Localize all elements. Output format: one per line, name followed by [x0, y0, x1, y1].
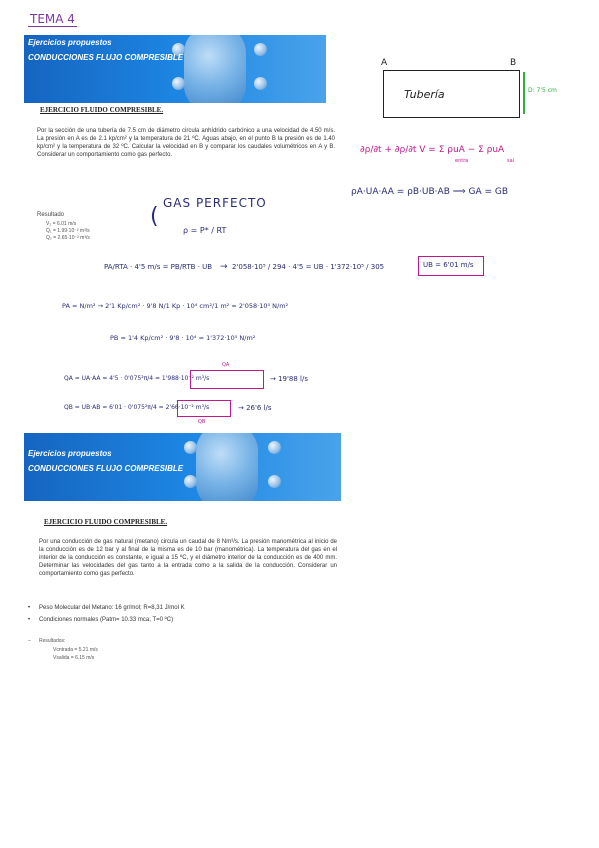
- banner-subtitle: CONDUCCIONES FLUJO COMPRESIBLE: [28, 464, 184, 473]
- exercise-heading: EJERCICIO FLUIDO COMPRESIBLE.: [44, 518, 168, 526]
- velocity-ratio-eq: PA/RTA · 4'5 m/s = PB/RTB · UB: [104, 263, 213, 271]
- bolt-icon: [172, 77, 185, 90]
- velocity-result: UB = 6'01 m/s: [423, 261, 474, 269]
- qa-litres: → 19'88 l/s: [270, 375, 309, 383]
- bullet-icon: –: [28, 638, 31, 644]
- banner-title: Ejercicios propuestos: [28, 38, 112, 47]
- banner-1: [24, 35, 326, 103]
- bolt-icon: [268, 441, 281, 454]
- pressure-a-line: PA = N/m² → 2'1 Kp/cm² · 9'8 N/1 Kp · 10⁴ cm²/1 m² = 2'058·10⁵ N/m²: [62, 302, 289, 310]
- qa-tag: QA: [222, 362, 230, 368]
- continuity-equation: ∂ρ/∂t + ∂ρ/∂t V = Σ ρuA − Σ ρuA: [360, 145, 505, 155]
- bolt-icon: [268, 475, 281, 488]
- exercise-statement: Por una conducción de gas natural (metano) circula un caudal de 8 Nm³/s. La presión manométrica al inicio de la conducción es de 12 bar y al final de la misma es de 10 bar (manométrica). La temperatura del gas en el interior de la conducción es constante, e igual a 15 ºC, y el diámetro interior de la conducción es de 400 mm. Determinar las velocidades del gas tanto a la entrada como a la salida de la conducción. Considerar un comportamiento como gas perfecto.: [39, 539, 337, 577]
- velocity-numeric-eq: 2'058·10⁵ / 294 · 4'5 = UB · 1'372·10⁵ / 305: [232, 263, 385, 271]
- page-tag: TEMA 4: [30, 12, 75, 26]
- diameter-marker: [523, 72, 525, 114]
- result-title: Resultado: [37, 212, 65, 218]
- sum-subscript: sal: [507, 158, 515, 164]
- bullet-text: Condiciones normales (Patm= 10.33 mca; T=0 ºC): [39, 617, 174, 623]
- pipe-illustration: [196, 433, 258, 501]
- bolt-icon: [184, 475, 197, 488]
- bolt-icon: [254, 43, 267, 56]
- result-title: Resultados:: [39, 638, 66, 644]
- qb-line: QB = UB·AB = 6'01 · 0'075²π/4 = 2'66·10⁻² m³/s: [64, 404, 210, 411]
- sum-subscript: entra: [455, 158, 469, 164]
- result-line: Q₂ = 2.65·10⁻² m³/s: [46, 235, 90, 241]
- pressure-b-line: PB = 1'4 Kp/cm² · 9'8 · 10⁴ = 1'372·10⁵ N/m²: [110, 334, 256, 342]
- gas-perfect-title: GAS PERFECTO: [163, 196, 267, 210]
- exercise-heading: EJERCICIO FLUIDO COMPRESIBLE.: [40, 106, 164, 114]
- bolt-icon: [254, 77, 267, 90]
- bolt-icon: [184, 441, 197, 454]
- pipe-illustration: [184, 35, 246, 103]
- bullet-icon: •: [28, 617, 31, 623]
- point-a-label: A: [381, 58, 388, 68]
- qb-tag: QB: [198, 419, 206, 425]
- exercise-statement: Por la sección de una tubería de 7.5 cm de diámetro circula anhídrido carbónico a una velocidad de 4.50 m/s. La presión en A es de 2.1 kp/cm² y la temperatura de 21 ºC. Aguas abajo, en el punto B la presión es de 1.40 kp/cm² y la temperatura de 32 ºC. Calcular la velocidad en B y comparar los caudales volumétricos en A y B. Considerar un comportamiento como gas perfecto.: [37, 128, 335, 158]
- banner-2: [24, 433, 341, 501]
- diameter-label: D: 7'5 cm: [528, 87, 557, 94]
- density-formula: ρ = P* / RT: [183, 226, 227, 235]
- result-line: Q₁ = 1.99·10⁻² m³/s: [46, 228, 90, 234]
- mass-balance: ρA·UA·AA = ρB·UB·AB ⟹ GA = GB: [351, 187, 509, 197]
- result-line: Vcntrada = 5.21 m/s: [53, 647, 98, 653]
- pipe-label: Tubería: [404, 88, 445, 101]
- bullet-text: Peso Molecular del Metano: 16 gr/mol; R=8,31 J/mol K: [39, 605, 185, 611]
- banner-subtitle: CONDUCCIONES FLUJO COMPRESIBLE: [28, 53, 184, 62]
- qb-litres: → 26'6 l/s: [238, 404, 272, 412]
- banner-title: Ejercicios propuestos: [28, 449, 112, 458]
- arrow-icon: →: [220, 262, 228, 272]
- result-line: V₂ = 6.01 m/s: [46, 221, 77, 227]
- brace-icon: (: [150, 204, 159, 229]
- qa-line: QA = UA·AA = 4'5 · 0'075²π/4 = 1'988·10⁻² m³/s: [64, 375, 210, 382]
- point-b-label: B: [510, 58, 517, 68]
- bullet-icon: •: [28, 605, 31, 611]
- result-line: Vsalida = 6.15 m/s: [53, 655, 95, 661]
